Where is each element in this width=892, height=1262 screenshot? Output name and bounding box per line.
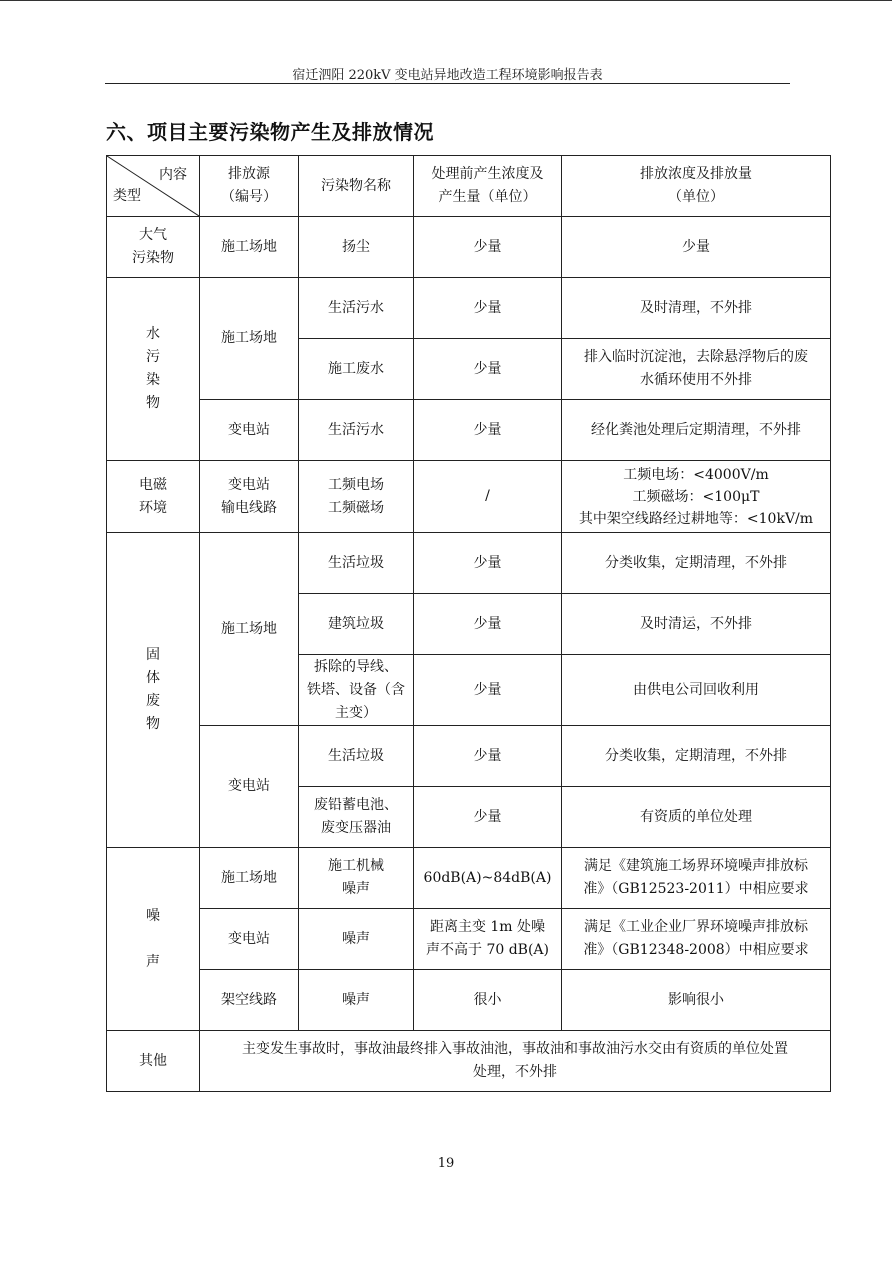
pollutant-cell: 生活垃圾 xyxy=(299,533,414,594)
header-type-label: 类型 xyxy=(113,188,141,204)
after-cell: 分类收集，定期清理，不外排 xyxy=(562,533,831,594)
pollutant-cell: 扬尘 xyxy=(299,217,414,278)
type-solid: 固 体 废 物 xyxy=(107,533,200,848)
source-cell: 变电站 xyxy=(200,726,299,848)
other-description: 主变发生事故时，事故油最终排入事故油池，事故油和事故油污水交由有资质的单位处置 处理，不外排 xyxy=(200,1031,831,1092)
table-row xyxy=(107,1031,831,1092)
before-cell: 少量 xyxy=(414,217,562,278)
table-row xyxy=(107,400,831,461)
before-cell: 很小 xyxy=(414,970,562,1031)
pollutant-cell: 生活垃圾 xyxy=(299,726,414,787)
before-cell: 少量 xyxy=(414,400,562,461)
table-row xyxy=(107,726,831,787)
section-title: 六、项目主要污染物产生及排放情况 xyxy=(106,120,434,144)
before-cell: 少量 xyxy=(414,533,562,594)
before-cell: 少量 xyxy=(414,787,562,848)
before-cell: 少量 xyxy=(414,594,562,655)
table-header-row xyxy=(107,156,831,217)
after-cell: 分类收集，定期清理，不外排 xyxy=(562,726,831,787)
pollutant-cell: 生活污水 xyxy=(299,400,414,461)
header-rule xyxy=(105,83,790,84)
pollutant-cell: 生活污水 xyxy=(299,278,414,339)
pollutant-cell: 废铅蓄电池、 废变压器油 xyxy=(299,787,414,848)
type-other: 其他 xyxy=(107,1031,200,1092)
source-cell: 变电站 输电线路 xyxy=(200,461,299,533)
type-noise: 噪 声 xyxy=(107,848,200,1031)
pollutant-cell: 建筑垃圾 xyxy=(299,594,414,655)
pollutant-cell: 噪声 xyxy=(299,909,414,970)
before-cell: 少量 xyxy=(414,339,562,400)
table-row xyxy=(107,533,831,594)
after-cell: 满足《建筑施工场界环境噪声排放标 准》（GB12523-2011）中相应要求 xyxy=(562,848,831,909)
after-cell: 排入临时沉淀池，去除悬浮物后的废 水循环使用不外排 xyxy=(562,339,831,400)
after-cell: 有资质的单位处理 xyxy=(562,787,831,848)
table-row xyxy=(107,909,831,970)
pollutant-cell: 拆除的导线、 铁塔、设备（含 主变） xyxy=(299,655,414,726)
before-cell: 60dB(A)~84dB(A) xyxy=(414,848,562,909)
source-cell: 变电站 xyxy=(200,400,299,461)
source-cell: 变电站 xyxy=(200,909,299,970)
document-header: 宿迁泗阳 220kV 变电站异地改造工程环境影响报告表 xyxy=(292,68,603,83)
after-cell: 影响很小 xyxy=(562,970,831,1031)
source-cell: 施工场地 xyxy=(200,278,299,400)
pollutant-table xyxy=(106,155,831,1092)
table-row xyxy=(107,970,831,1031)
source-cell: 施工场地 xyxy=(200,533,299,726)
source-cell: 施工场地 xyxy=(200,848,299,909)
table-row xyxy=(107,278,831,339)
source-cell: 施工场地 xyxy=(200,217,299,278)
type-water: 水 污 染 物 xyxy=(107,278,200,461)
pollutant-cell: 施工废水 xyxy=(299,339,414,400)
pollutant-cell: 噪声 xyxy=(299,970,414,1031)
header-source: 排放源 （编号） xyxy=(200,156,299,217)
table-row xyxy=(107,848,831,909)
after-cell: 及时清运，不外排 xyxy=(562,594,831,655)
after-cell: 由供电公司回收利用 xyxy=(562,655,831,726)
before-cell: / xyxy=(414,461,562,533)
before-cell: 少量 xyxy=(414,655,562,726)
header-pollutant: 污染物名称 xyxy=(299,156,414,217)
header-diagonal-cell xyxy=(107,156,200,217)
header-after: 排放浓度及排放量 （单位） xyxy=(562,156,831,217)
before-cell: 少量 xyxy=(414,726,562,787)
header-before: 处理前产生浓度及 产生量（单位） xyxy=(414,156,562,217)
after-cell: 工频电场：<4000V/m 工频磁场：<100μT 其中架空线路经过耕地等：<10kV/m xyxy=(562,461,831,533)
before-cell: 距离主变 1m 处噪 声不高于 70 dB(A) xyxy=(414,909,562,970)
pollutant-cell: 施工机械 噪声 xyxy=(299,848,414,909)
table-row xyxy=(107,461,831,533)
after-cell: 经化粪池处理后定期清理，不外排 xyxy=(562,400,831,461)
source-cell: 架空线路 xyxy=(200,970,299,1031)
top-border-line xyxy=(0,0,892,1)
type-air: 大气 污染物 xyxy=(107,217,200,278)
type-em: 电磁 环境 xyxy=(107,461,200,533)
after-cell: 少量 xyxy=(562,217,831,278)
header-content-label: 内容 xyxy=(159,167,187,183)
after-cell: 及时清理，不外排 xyxy=(562,278,831,339)
pollutant-cell: 工频电场 工频磁场 xyxy=(299,461,414,533)
table-row xyxy=(107,217,831,278)
after-cell: 满足《工业企业厂界环境噪声排放标 准》（GB12348-2008）中相应要求 xyxy=(562,909,831,970)
page-number: 19 xyxy=(437,1156,455,1171)
before-cell: 少量 xyxy=(414,278,562,339)
